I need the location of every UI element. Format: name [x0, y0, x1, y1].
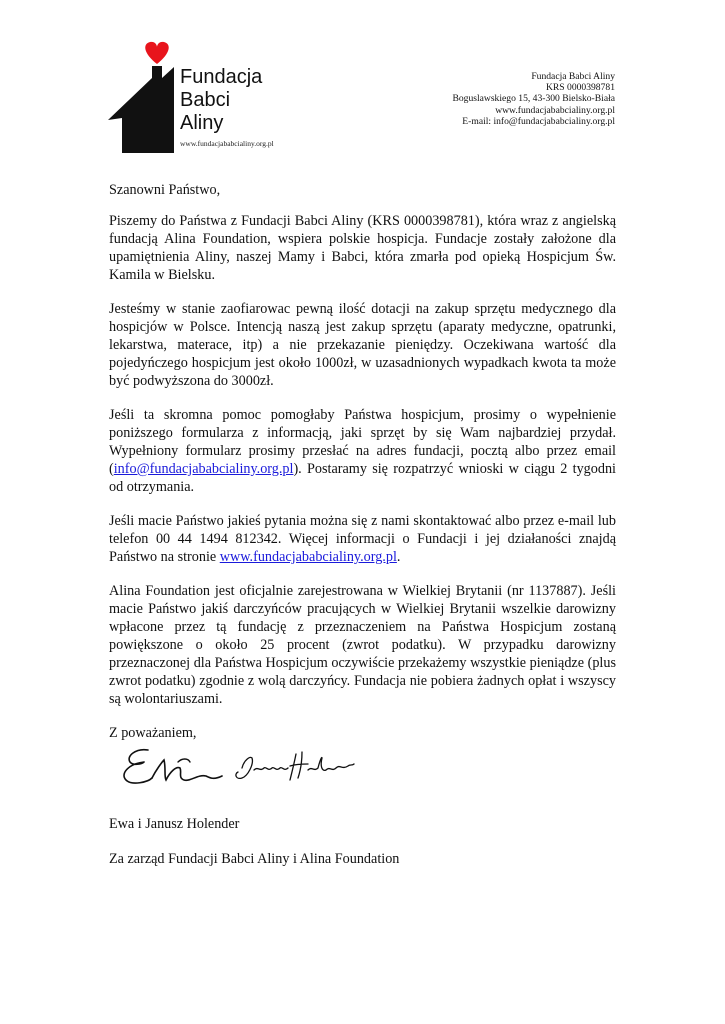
letter-body	[109, 181, 616, 758]
paragraph-3	[109, 406, 616, 496]
greeting: Szanowni Państwo,	[109, 182, 221, 198]
paragraph-4	[109, 512, 616, 566]
contact-krs: KRS 0000398781	[545, 82, 615, 94]
contact-address: Boguslawskiego 15, 43-300 Bielsko-Biała	[452, 93, 615, 105]
paragraph-5: Alina Foundation jest oficjalnie zarejestrowana w Wielkiej Brytanii (nr 1137887). Jeśli macie Państwo jakiś darczyńców pracujących w Wielkiej Brytanii wszelkie darowizny wpłacone przez tą fundację z przeznaczeniem na Państwa Hospicjum zostaną powiększone o około 25 procent (zwrot podatku). W przypadku darowizny przeznaczonej dla Państwa Hospicjum oczywiście przekażemy wszystkie pieniądze (plus zwrot podatku) zgodnie z wolą darczyńcy. Fundacja nie pobiera żadnych opłat i wszyscy są wolontariuszami.	[109, 583, 616, 707]
contact-email: E-mail: info@fundacjababcialiny.org.pl	[462, 115, 615, 127]
paragraph-1: Piszemy do Państwa z Fundacji Babci Aliny (KRS 0000398781), która wraz z angielską fundacją Alina Foundation, wspiera polskie hospicja. Fundacje zostały założone dla upamiętnienia Aliny, naszej Mamy i Babci, która zmarła pod opieką Hospicjum Św. Kamila w Bielsku.	[109, 213, 616, 283]
closing: Z poważaniem,	[109, 725, 197, 741]
logo-url: www.fundacjababcialiny.org.pl	[180, 139, 274, 148]
paragraph-2: Jesteśmy w stanie zaofiarowac pewną ilość dotacji na zakup sprzętu medycznego dla hospicjów w Polsce. Intencją naszą jest zakup sprzętu (aparaty medyczne, opatrunki, lekarstwa, materace, itp) a nie przekazanie pieniędzy. Oczekiwana wartość dla pojedyńczego hospicjum jest około 1000zł, w uzasadnionych wypadkach kwota ta może być podwyższona do 3000zł.	[109, 301, 616, 389]
logo-line-2: Babci	[180, 89, 231, 111]
paragraph-4-text-a: Jeśli macie Państwo jakieś pytania można się z nami skontaktować albo przez e-mail lub telefon 00 44 1494 812342. Więcej informacji o Fundacji i jej działaności znajdą Państwo na stronie	[109, 513, 616, 565]
logo-wordmark	[180, 66, 262, 135]
paragraph-4-text-b: .	[396, 549, 401, 565]
email-link[interactable]: info@fundacjababcialiny.org.pl	[113, 461, 294, 477]
signatory-names: Ewa i Janusz Holender	[109, 816, 240, 832]
logo-line-3: Aliny	[180, 112, 224, 134]
paragraph-3-text-b: ). Postaramy się rozpatrzyć wnioski w ciągu 2 tygodni od otrzymania.	[109, 461, 616, 495]
heart-icon	[145, 42, 168, 64]
paragraph-3-text-a: Jeśli ta skromna pomoc pomogłaby Państwa hospicjum, prosimy o wypełnienie poniższego formularza z informacją, jaki sprzęt by się Wam najbardziej przydał. Wypełniony formularz prosimy przesłać na adres fundacji, pocztą albo przez email (	[109, 407, 616, 477]
logo-line-1: Fundacja	[180, 66, 263, 88]
contact-website: www.fundacjababcialiny.org.pl	[495, 104, 615, 116]
handwritten-signature	[118, 740, 358, 790]
contact-block	[452, 71, 615, 127]
contact-name: Fundacja Babci Aliny	[531, 71, 615, 82]
board-line: Za zarząd Fundacji Babci Aliny i Alina Foundation	[109, 851, 400, 867]
website-link[interactable]: www.fundacjababcialiny.org.pl	[219, 549, 397, 565]
